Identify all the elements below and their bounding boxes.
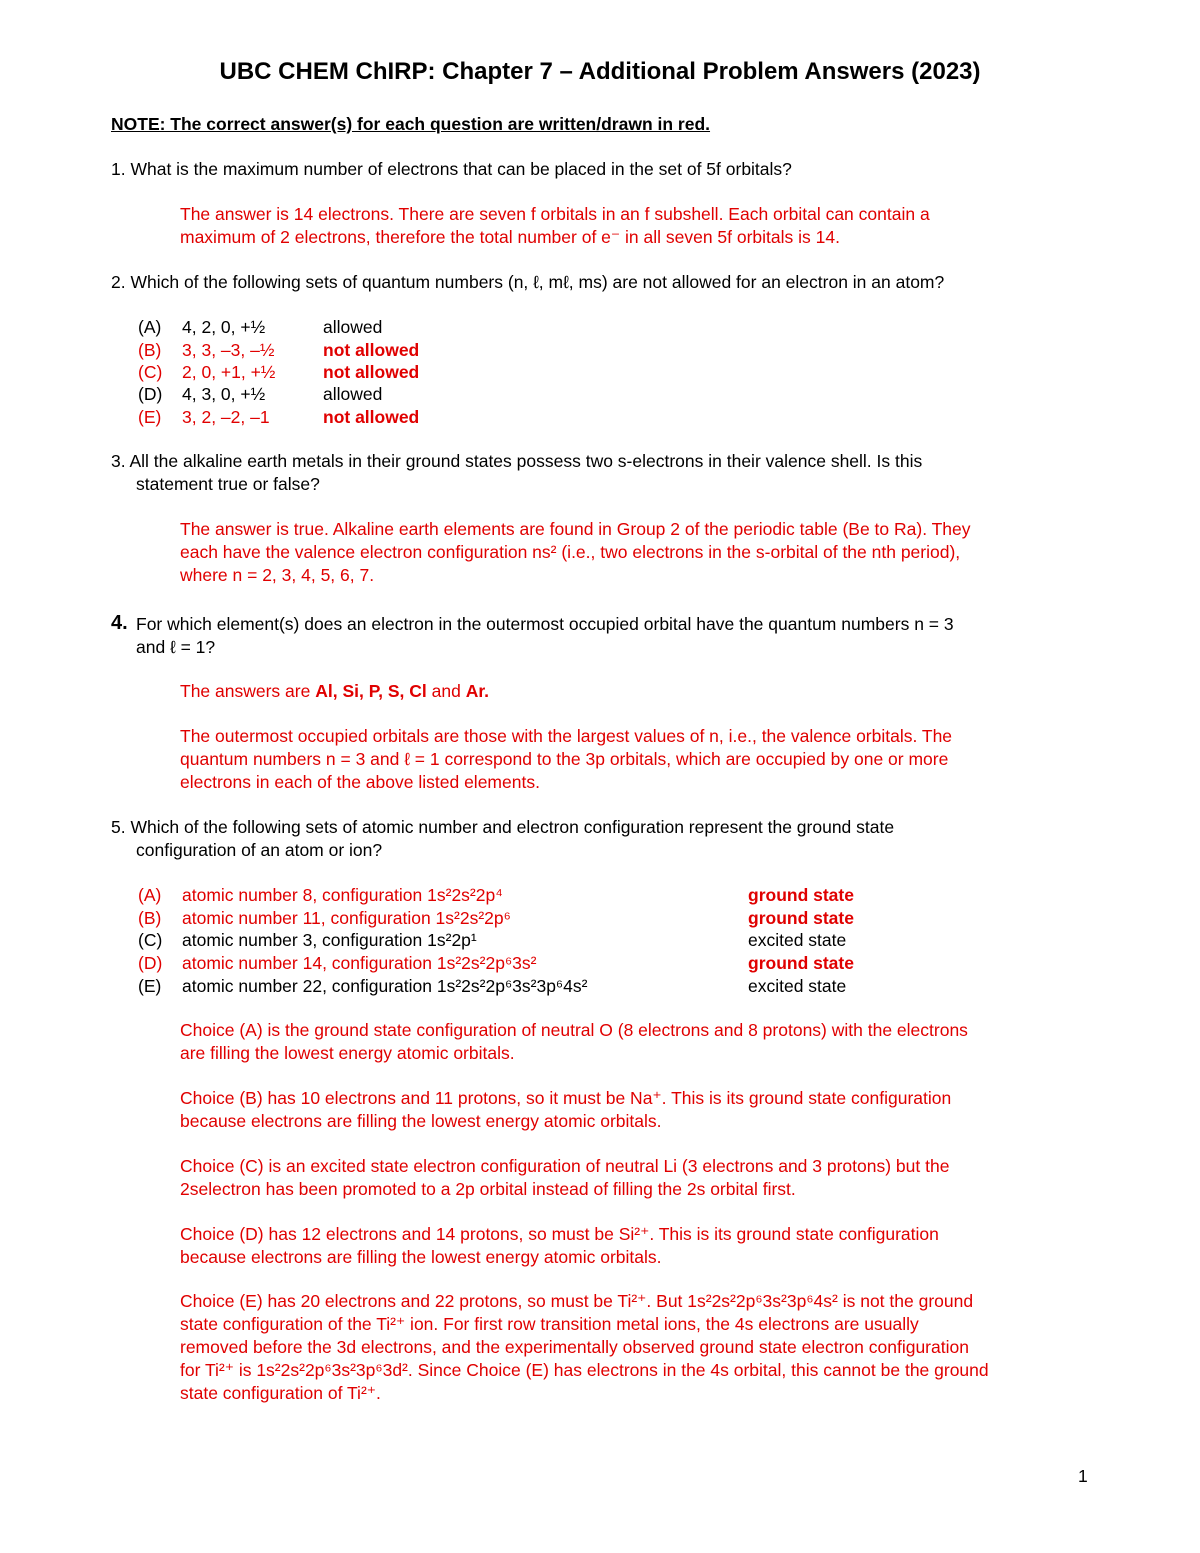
q5-expl-e-line4: for Ti²⁺ is 1s²2s²2p⁶3s²3p⁶3d². Since Choice (E) has electrons in the 4s orbital, this cannot be the ground [180,1360,989,1380]
q2-option-values: 3, 3, –3, –½ [182,340,275,360]
q3-question-line1: 3. All the alkaline earth metals in their ground states possess two s-electrons in their valence shell. Is this [111,451,923,471]
q2-option-values: 3, 2, –2, –1 [182,407,270,427]
q5-option-label: (E) [138,976,162,996]
q5-option-result: ground state [748,885,854,905]
q4-explanation-line3: electrons in each of the above listed elements. [180,772,540,792]
q5-option-result: ground state [748,953,854,973]
q5-expl-e-line5: state configuration of Ti²⁺. [180,1383,381,1403]
q5-expl-a-line1: Choice (A) is the ground state configuration of neutral O (8 electrons and 8 protons) with the electrons [180,1020,968,1040]
q2-option-values: 4, 3, 0, +½ [182,384,266,404]
q2-option-result: not allowed [323,407,420,427]
q3-answer-line3: where n = 2, 3, 4, 5, 6, 7. [180,565,375,585]
q2-option-label: (E) [138,407,162,427]
q2-option-result: not allowed [323,362,420,382]
q3-answer-line2: each have the valence electron configuration ns² (i.e., two electrons in the s-orbital of the nth period), [180,542,961,562]
q5-option-text: atomic number 8, configuration 1s²2s²2p⁴ [182,885,503,905]
page-number: 1 [1078,1466,1088,1486]
q2-question: 2. Which of the following sets of quantum numbers (n, ℓ, mℓ, ms) are not allowed for an electron in an atom? [111,272,945,292]
q5-expl-e-line1: Choice (E) has 20 electrons and 22 protons, so must be Ti²⁺. But 1s²2s²2p⁶3s²3p⁶4s² is not the ground [180,1291,974,1311]
q2-option-values: 2, 0, +1, +½ [182,362,276,382]
q5-option-label: (D) [138,953,163,973]
q2-option-label: (C) [138,362,163,382]
q5-option-result: excited state [748,930,847,950]
q5-option-text: atomic number 14, configuration 1s²2s²2p⁶3s² [182,953,537,973]
q5-expl-c-line2: 2selectron has been promoted to a 2p orbital instead of filling the 2s orbital first. [180,1179,796,1199]
q5-option-text: atomic number 3, configuration 1s²2p¹ [182,930,477,950]
q5-expl-b-line2: because electrons are filling the lowest energy atomic orbitals. [180,1111,662,1131]
note: NOTE: The correct answer(s) for each question are written/drawn in red. [111,114,711,134]
q5-expl-d-line2: because electrons are filling the lowest energy atomic orbitals. [180,1247,662,1267]
q5-expl-c-line1: Choice (C) is an excited state electron configuration of neutral Li (3 electrons and 3 protons) but the [180,1156,950,1176]
q5-option-result: excited state [748,976,847,996]
q5-expl-e-line2: state configuration of the Ti²⁺ ion. For first row transition metal ions, the 4s electrons are usually [180,1314,919,1334]
q4-answer [180,681,489,702]
q4-question-line1: For which element(s) does an electron in the outermost occupied orbital have the quantum numbers n = 3 [136,614,954,634]
q4-explanation-line1: The outermost occupied orbitals are those with the largest values of n, i.e., the valence orbitals. The [180,726,953,746]
q4-number: 4. [111,612,128,634]
q1-answer-line2: maximum of 2 electrons, therefore the total number of e⁻ in all seven 5f orbitals is 14. [180,227,840,247]
q5-question-line1: 5. Which of the following sets of atomic number and electron configuration represent the ground state [111,817,895,837]
q2-option-result: allowed [323,384,383,404]
page-title: UBC CHEM ChIRP: Chapter 7 – Additional Problem Answers (2023) [219,58,981,85]
q2-option-label: (A) [138,317,162,337]
q3-answer-line1: The answer is true. Alkaline earth elements are found in Group 2 of the periodic table (Be to Ra). They [180,519,971,539]
q4-question-line2: and ℓ = 1? [136,637,216,657]
q4-answer-last: Ar. [465,681,490,701]
q4-answer-elements: Al, Si, P, S, Cl [315,681,427,701]
q2-option-label: (D) [138,384,163,404]
q5-option-label: (A) [138,885,162,905]
q5-expl-d-line1: Choice (D) has 12 electrons and 14 protons, so must be Si²⁺. This is its ground state configuration [180,1224,939,1244]
q5-option-label: (C) [138,930,163,950]
q4-answer-intro: The answers are [180,681,311,701]
q4-answer-and: and [431,681,461,701]
q1-question: 1. What is the maximum number of electrons that can be placed in the set of 5f orbitals? [111,159,792,179]
q5-question-line2: configuration of an atom or ion? [136,840,383,860]
q2-option-result: allowed [323,317,383,337]
q2-option-label: (B) [138,340,162,360]
q5-option-result: ground state [748,908,854,928]
q1-answer-line1: The answer is 14 electrons. There are seven f orbitals in an f subshell. Each orbital can contain a [180,204,930,224]
q5-option-text: atomic number 22, configuration 1s²2s²2p⁶3s²3p⁶4s² [182,976,588,996]
q5-expl-b-line1: Choice (B) has 10 electrons and 11 protons, so it must be Na⁺. This is its ground state configuration [180,1088,952,1108]
q3-question-line2: statement true or false? [136,474,320,494]
q4-explanation-line2: quantum numbers n = 3 and ℓ = 1 correspond to the 3p orbitals, which are occupied by one or more [180,749,949,769]
q5-expl-a-line2: are filling the lowest energy atomic orbitals. [180,1043,515,1063]
q5-expl-e-line3: removed before the 3d electrons, and the experimentally observed ground state electron configuration [180,1337,969,1357]
q2-option-values: 4, 2, 0, +½ [182,317,266,337]
q5-option-text: atomic number 11, configuration 1s²2s²2p⁶ [182,908,511,928]
q2-option-result: not allowed [323,340,420,360]
q5-option-label: (B) [138,908,162,928]
